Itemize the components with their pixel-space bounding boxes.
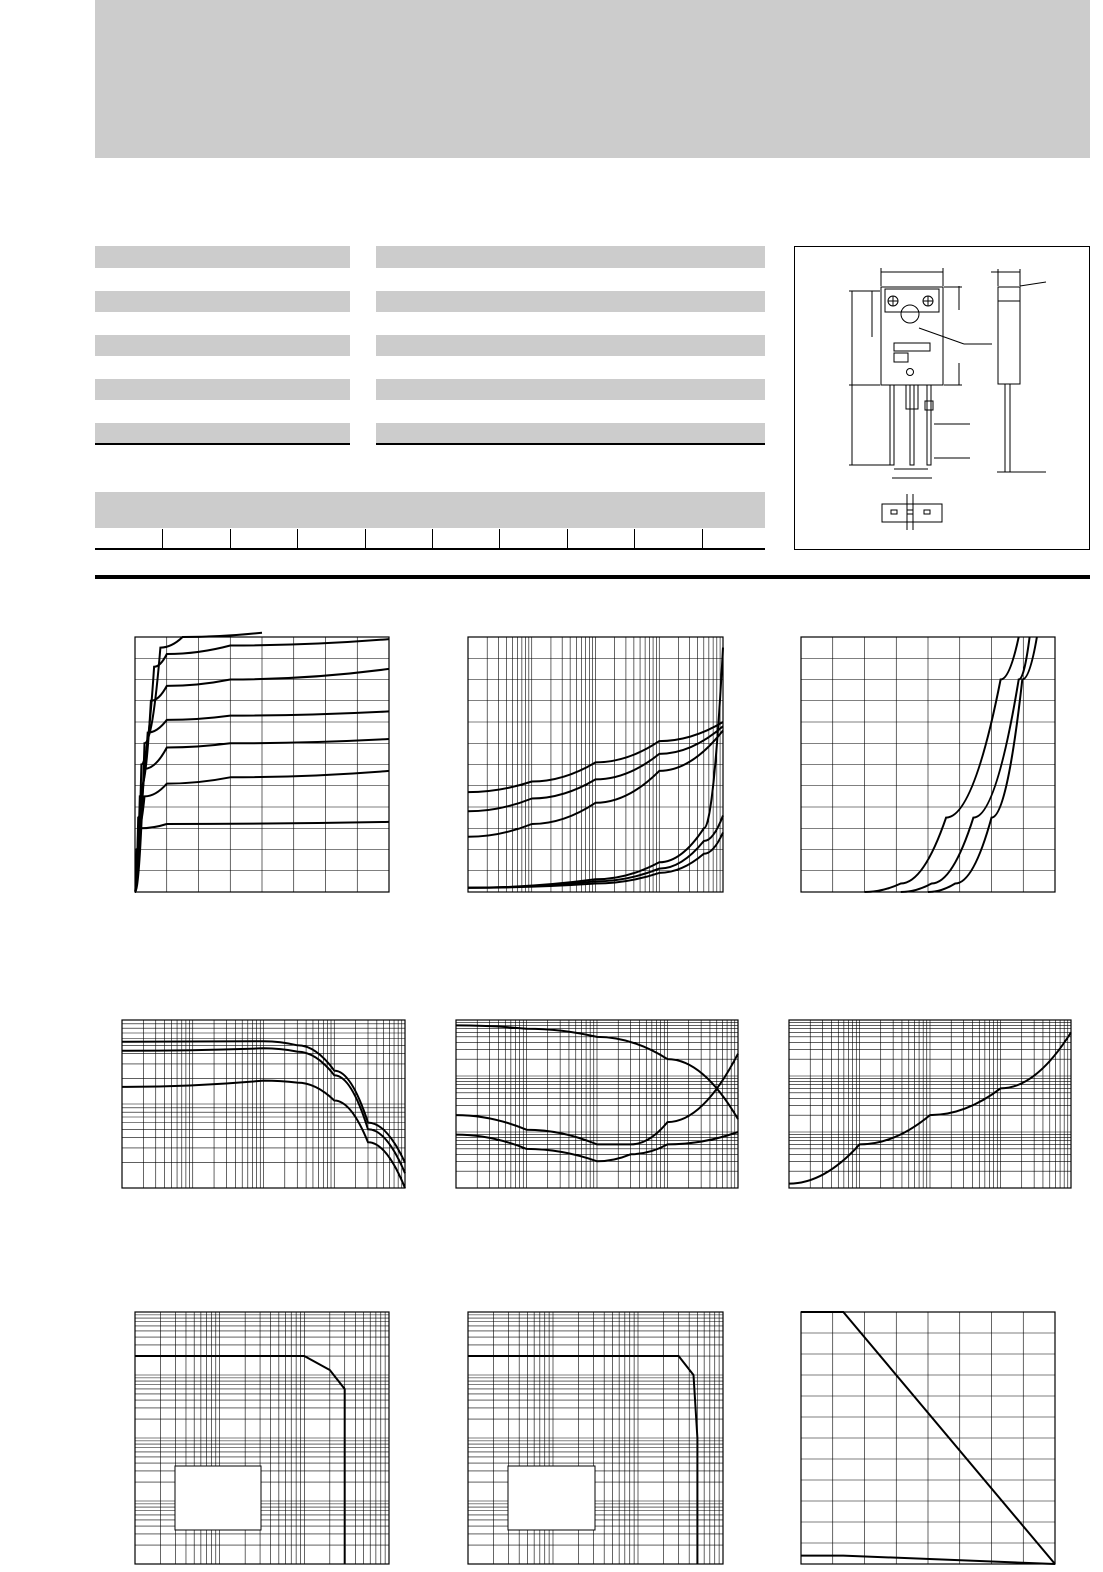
chart-condition-box — [508, 1466, 595, 1530]
chart-grid — [456, 1020, 738, 1188]
vce-ib-characteristics-chart — [468, 637, 723, 892]
safe-operating-area-chart — [135, 1312, 389, 1564]
power-derating-chart — [801, 1312, 1055, 1564]
package-outline-drawing — [794, 246, 1090, 550]
hfe-ic-characteristics-chart — [122, 1020, 405, 1188]
series-c1 — [135, 1356, 345, 1564]
electrical-characteristics-table — [376, 246, 765, 445]
chart-grid — [135, 1312, 389, 1564]
ic-vbe-characteristics-chart — [801, 637, 1055, 892]
chart-grid — [789, 1020, 1071, 1188]
reverse-bias-soa-chart — [468, 1312, 723, 1564]
switching-time-chart — [456, 1020, 738, 1188]
chart-grid — [122, 1020, 405, 1188]
ic-vce-characteristics-chart — [135, 637, 389, 892]
absolute-maximum-ratings-table — [95, 246, 350, 445]
header-title-band — [95, 0, 1090, 158]
chart-grid — [801, 637, 1055, 892]
thermal-resistance-chart — [789, 1020, 1071, 1188]
hfe-rank-table — [95, 492, 765, 550]
chart-grid — [801, 1312, 1055, 1564]
chart-condition-box — [175, 1466, 261, 1530]
section-divider-rule — [95, 575, 1090, 579]
series-c1 — [468, 1356, 697, 1564]
chart-grid — [135, 637, 389, 892]
